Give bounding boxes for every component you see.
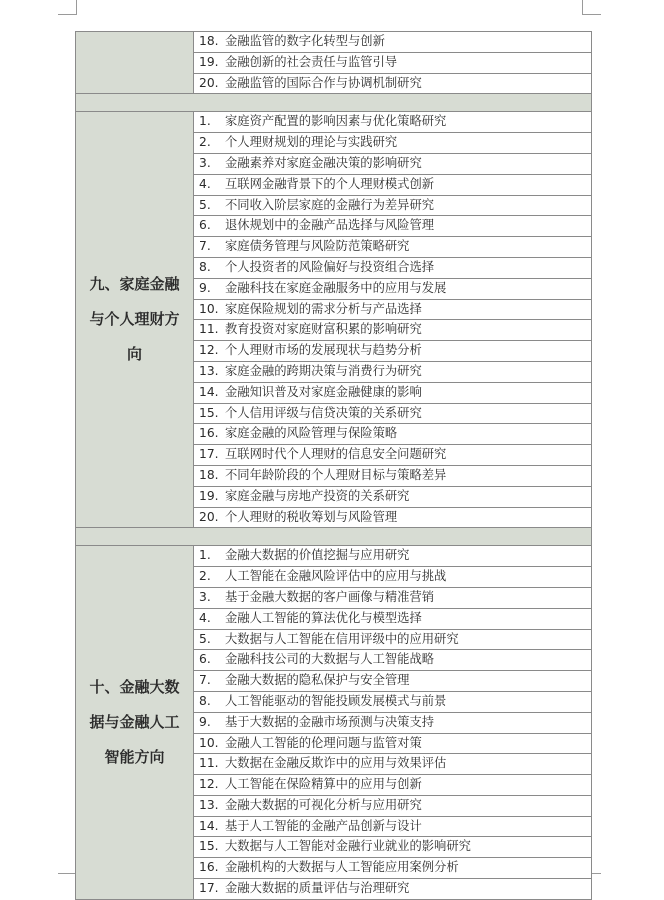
topic-cell bbox=[194, 465, 592, 486]
topic-cell bbox=[194, 775, 592, 796]
topic-number: 4. bbox=[199, 176, 211, 191]
category-title-line: 据与金融人工 bbox=[89, 712, 180, 731]
topic-number: 11. bbox=[199, 756, 219, 771]
topic-text: 教育投资对家庭财富积累的影响研究 bbox=[225, 322, 422, 337]
category-title-line: 九、家庭金融 bbox=[89, 274, 180, 293]
table-row bbox=[76, 112, 592, 133]
topic-number: 5. bbox=[199, 197, 211, 212]
topic-text: 金融知识普及对家庭金融健康的影响 bbox=[225, 384, 422, 399]
topic-number: 7. bbox=[199, 673, 211, 688]
topic-cell bbox=[194, 507, 592, 528]
section-9-category-cell bbox=[76, 112, 194, 528]
topic-cell bbox=[194, 712, 592, 733]
topic-cell bbox=[194, 650, 592, 671]
topic-text: 金融大数据的质量评估与治理研究 bbox=[225, 881, 410, 896]
topic-text: 家庭债务管理与风险防范策略研究 bbox=[225, 239, 410, 254]
topic-number: 17. bbox=[199, 447, 219, 462]
topic-text: 个人信用评级与信贷决策的关系研究 bbox=[225, 405, 422, 420]
topic-text: 互联网金融背景下的个人理财模式创新 bbox=[225, 176, 435, 191]
topic-cell bbox=[194, 278, 592, 299]
topic-number: 3. bbox=[199, 155, 211, 170]
topic-cell bbox=[194, 629, 592, 650]
topic-text: 家庭保险规划的需求分析与产品选择 bbox=[225, 301, 422, 316]
topic-cell bbox=[194, 795, 592, 816]
topic-number: 1. bbox=[199, 548, 211, 563]
topic-cell bbox=[194, 445, 592, 466]
topic-number: 6. bbox=[199, 652, 211, 667]
topic-text: 金融大数据的可视化分析与应用研究 bbox=[225, 797, 422, 812]
topic-cell bbox=[194, 112, 592, 133]
topic-number: 20. bbox=[199, 75, 219, 90]
topic-number: 11. bbox=[199, 322, 219, 337]
topic-number: 15. bbox=[199, 405, 219, 420]
topic-cell bbox=[194, 153, 592, 174]
topic-text: 互联网时代个人理财的信息安全问题研究 bbox=[225, 447, 447, 462]
topic-number: 10. bbox=[199, 301, 219, 316]
topic-number: 8. bbox=[199, 693, 211, 708]
topic-cell bbox=[194, 546, 592, 567]
topic-text: 不同收入阶层家庭的金融行为差异研究 bbox=[225, 197, 435, 212]
topic-text: 基于大数据的金融市场预测与决策支持 bbox=[225, 714, 435, 729]
topic-cell bbox=[194, 195, 592, 216]
topic-number: 16. bbox=[199, 426, 219, 441]
topic-cell bbox=[194, 691, 592, 712]
topic-text: 人工智能驱动的智能投顾发展模式与前景 bbox=[225, 693, 447, 708]
topic-number: 15. bbox=[199, 839, 219, 854]
topic-cell bbox=[194, 382, 592, 403]
topic-number: 9. bbox=[199, 280, 211, 295]
topic-text: 家庭金融的跨期决策与消费行为研究 bbox=[225, 363, 422, 378]
section-divider-row bbox=[76, 94, 592, 112]
topic-text: 金融人工智能的伦理问题与监管对策 bbox=[225, 735, 422, 750]
topic-text: 大数据与人工智能对金融行业就业的影响研究 bbox=[225, 839, 471, 854]
topic-cell bbox=[194, 299, 592, 320]
topic-text: 家庭资产配置的影响因素与优化策略研究 bbox=[225, 114, 447, 129]
topic-number: 17. bbox=[199, 881, 219, 896]
topic-number: 18. bbox=[199, 34, 219, 48]
topic-cell bbox=[194, 174, 592, 195]
topic-number: 19. bbox=[199, 488, 219, 503]
topic-text: 金融科技在家庭金融服务中的应用与发展 bbox=[225, 280, 447, 295]
category-title-line: 智能方向 bbox=[104, 748, 165, 767]
topic-cell bbox=[194, 424, 592, 445]
topic-cell bbox=[194, 587, 592, 608]
topic-number: 16. bbox=[199, 860, 219, 875]
topic-number: 2. bbox=[199, 135, 211, 150]
topic-number: 13. bbox=[199, 797, 219, 812]
topic-number: 7. bbox=[199, 239, 211, 254]
topic-number: 8. bbox=[199, 259, 211, 274]
topic-cell bbox=[194, 608, 592, 629]
section-10-category-cell bbox=[76, 546, 194, 900]
topic-cell bbox=[194, 133, 592, 154]
topic-number: 12. bbox=[199, 777, 219, 792]
research-topics-table-body bbox=[76, 32, 592, 900]
topic-text: 基于人工智能的金融产品创新与设计 bbox=[225, 818, 422, 833]
topic-cell bbox=[194, 858, 592, 879]
topic-number: 6. bbox=[199, 218, 211, 233]
topic-cell bbox=[194, 879, 592, 900]
category-title-line: 十、金融大数 bbox=[89, 677, 180, 696]
topic-number: 3. bbox=[199, 589, 211, 604]
section-divider-row bbox=[76, 528, 592, 546]
topic-text: 金融人工智能的算法优化与模型选择 bbox=[225, 610, 422, 625]
topic-cell bbox=[194, 237, 592, 258]
topic-text: 金融监管的国际合作与协调机制研究 bbox=[225, 75, 422, 90]
topic-cell bbox=[194, 486, 592, 507]
topic-number: 9. bbox=[199, 714, 211, 729]
topic-number: 19. bbox=[199, 54, 219, 69]
topic-number: 13. bbox=[199, 363, 219, 378]
topic-cell bbox=[194, 837, 592, 858]
topic-text: 个人理财的税收筹划与风险管理 bbox=[225, 509, 398, 524]
table-row bbox=[76, 32, 592, 53]
topic-text: 个人理财市场的发展现状与趋势分析 bbox=[225, 343, 422, 358]
topic-text: 基于金融大数据的客户画像与精准营销 bbox=[225, 589, 435, 604]
topic-number: 14. bbox=[199, 384, 219, 399]
topic-text: 家庭金融的风险管理与保险策略 bbox=[225, 426, 398, 441]
topic-text: 金融大数据的价值挖掘与应用研究 bbox=[225, 548, 410, 563]
topic-number: 10. bbox=[199, 735, 219, 750]
topic-text: 金融科技公司的大数据与人工智能战略 bbox=[225, 652, 435, 667]
topic-cell bbox=[194, 671, 592, 692]
topic-number: 20. bbox=[199, 509, 219, 524]
table-row bbox=[76, 546, 592, 567]
topic-text: 人工智能在保险精算中的应用与创新 bbox=[225, 777, 422, 792]
topic-cell bbox=[194, 361, 592, 382]
topic-text: 金融大数据的隐私保护与安全管理 bbox=[225, 673, 410, 688]
category-title-line: 与个人理财方 bbox=[89, 310, 180, 329]
section-top-category-cell bbox=[76, 32, 194, 94]
section-divider bbox=[76, 94, 592, 112]
topic-number: 1. bbox=[199, 114, 211, 129]
topic-text: 金融机构的大数据与人工智能应用案例分析 bbox=[225, 860, 459, 875]
crop-mark-top-left bbox=[58, 0, 77, 15]
topic-text: 人工智能在金融风险评估中的应用与挑战 bbox=[225, 569, 447, 584]
topic-cell bbox=[194, 733, 592, 754]
topic-text: 个人理财规划的理论与实践研究 bbox=[225, 135, 398, 150]
topic-text: 家庭金融与房地产投资的关系研究 bbox=[225, 488, 410, 503]
topic-number: 18. bbox=[199, 467, 219, 482]
topic-text: 大数据在金融反欺诈中的应用与效果评估 bbox=[225, 756, 447, 771]
topic-text: 大数据与人工智能在信用评级中的应用研究 bbox=[225, 631, 459, 646]
topic-cell bbox=[194, 73, 592, 94]
section-divider bbox=[76, 528, 592, 546]
topic-cell bbox=[194, 52, 592, 73]
topic-cell bbox=[194, 816, 592, 837]
topic-cell bbox=[194, 341, 592, 362]
topic-cell bbox=[194, 403, 592, 424]
topic-number: 5. bbox=[199, 631, 211, 646]
topic-text: 不同年龄阶段的个人理财目标与策略差异 bbox=[225, 467, 447, 482]
topic-number: 4. bbox=[199, 610, 211, 625]
topic-cell bbox=[194, 32, 592, 53]
topic-cell bbox=[194, 320, 592, 341]
topic-cell bbox=[194, 257, 592, 278]
topic-number: 12. bbox=[199, 343, 219, 358]
topic-cell bbox=[194, 567, 592, 588]
topic-text: 金融素养对家庭金融决策的影响研究 bbox=[225, 155, 422, 170]
crop-mark-top-right bbox=[582, 0, 601, 15]
topic-cell bbox=[194, 216, 592, 237]
category-title-line: 向 bbox=[126, 345, 142, 364]
topic-text: 个人投资者的风险偏好与投资组合选择 bbox=[225, 259, 435, 274]
topic-cell bbox=[194, 754, 592, 775]
topic-number: 14. bbox=[199, 818, 219, 833]
research-topics-table bbox=[75, 31, 592, 900]
topic-text: 金融创新的社会责任与监管引导 bbox=[225, 54, 398, 69]
topic-text: 退休规划中的金融产品选择与风险管理 bbox=[225, 218, 435, 233]
topic-text: 金融监管的数字化转型与创新 bbox=[225, 34, 385, 48]
topic-number: 2. bbox=[199, 569, 211, 584]
